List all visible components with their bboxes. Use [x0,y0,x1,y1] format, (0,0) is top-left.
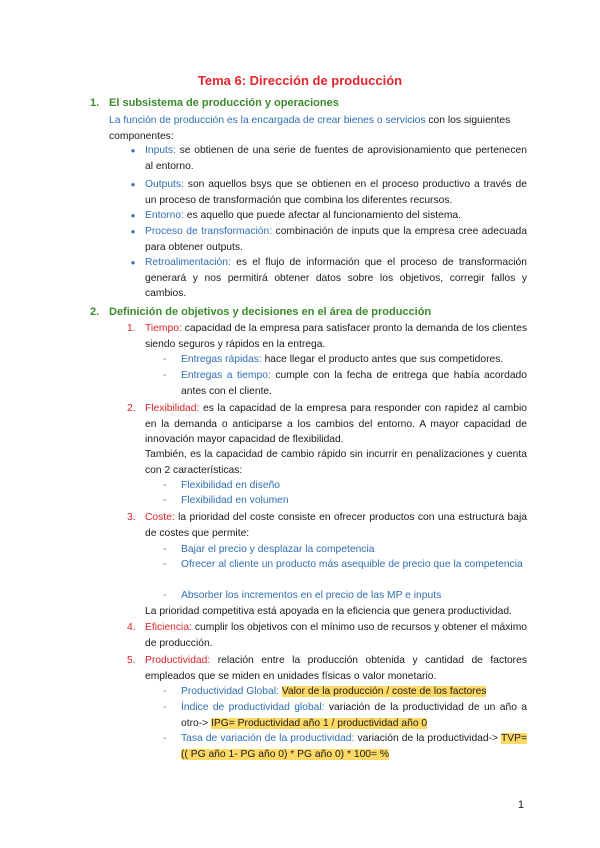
sub-item [181,352,527,368]
list-number: 2. [127,403,136,414]
highlighted-formula: TVP= (( PG año 1- PG año 0) * PG año 0) * 100= % [181,733,528,760]
term-definition: la prioridad del coste consiste en ofrecer productos con una estructura baja de costes que permite: [145,512,527,539]
section-number: 2. [90,306,100,318]
list-item [145,620,527,651]
dash-marker: - [163,544,167,555]
list-item [145,255,527,302]
term-definition: es la capacidad de la empresa para responder con rapidez al cambio en la demanda o anticiparse a los cambios del entorno. A mayor capacidad de innovación mayor capacidad de flexibilidad. [145,403,527,446]
sub-item [181,731,527,762]
sub-item [181,542,527,558]
bullet-icon: ● [130,180,136,189]
paragraph: La prioridad competitiva está apoyada en la eficiencia que genera productividad. [145,606,512,617]
list-number: 4. [127,622,136,633]
term-definition: capacidad de la empresa para satisfacer pronto la demanda de los clientes siendo seguros y rápidos en la entrega. [145,323,527,350]
intro-text: con los siguientes componentes: [109,115,511,142]
dash-marker: - [163,370,167,381]
list-item [145,653,527,684]
term: Tasa de variación de la productividad: [181,733,355,744]
term: Productividad Global: [181,686,279,697]
sub-item [181,493,527,509]
term-definition: cumplir los objetivos con el mínimo uso de recursos y obtener el máximo de producción. [145,622,527,649]
term: Entregas rápidas: [181,354,262,365]
paragraph: También, es la capacidad de cambio rápido sin incurrir en penalizaciones y cuenta con 2 características: [145,449,527,476]
list-number: 1. [127,323,136,334]
sub-item [181,588,527,604]
term: Flexibilidad en volumen [181,495,289,506]
term-definition: es el flujo de información que el proceso de transformación generará y nos permitirá obtener datos sobre los objetivos, corregir fallos y cambios. [145,257,527,300]
bullet-icon: ● [130,227,136,236]
section-number: 1. [90,97,100,109]
term: Tiempo: [145,323,182,334]
term: Bajar el precio y desplazar la competencia [181,544,375,555]
list-item [145,208,527,224]
term-definition: es aquello que puede afectar al funcionamiento del sistema. [183,210,461,221]
list-number: 5. [127,655,136,666]
highlighted-formula: Valor de la producción / coste de los factores [281,686,487,697]
sub-item [181,478,527,494]
term: Eficiencia: [145,622,192,633]
list-item [145,321,527,352]
list-item [145,224,527,255]
sub-item [181,557,527,573]
sub-item [181,700,527,731]
dash-marker: - [163,495,167,506]
term-definition: cumple con la fecha de entrega que había acordado antes con el cliente. [181,370,527,397]
sub-item [181,684,527,700]
section-title: Definición de objetivos y decisiones en el área de producción [109,306,432,318]
term: Entorno: [145,210,184,221]
highlighted-formula: IPG= Productividad año 1 / productividad año 0 [211,717,428,729]
term: Retroalimentación: [145,257,231,268]
term-definition: relación entre la producción obtenida y cantidad de factores empleados que se miden en unidades físicas o valor monetario. [145,655,527,682]
term: Productividad: [145,655,211,666]
term: Inputs: [145,145,176,156]
dash-marker: - [163,480,167,491]
term: Entregas a tiempo: [181,370,271,381]
term: Outputs: [145,179,184,190]
bullet-icon: ● [130,258,136,267]
term: Índice de productividad global: [181,702,325,713]
term-definition: variación de la productividad de un año a otro-> [181,702,527,729]
list-item [145,510,527,541]
list-item [145,143,527,174]
page-title: Tema 6: Dirección de producción [197,73,403,88]
bullet-icon: ● [130,211,136,220]
term: Proceso de transformación: [145,226,273,237]
page-number: 1 [517,799,524,811]
term: Flexibilidad en diseño [181,480,281,491]
list-item [145,401,527,448]
dash-marker: - [163,686,167,697]
dash-marker: - [163,590,167,601]
term: Absorber los incrementos en el precio de las MP e inputs [181,590,442,601]
section-2-heading [90,305,431,320]
term-definition: variación de la productividad-> [354,733,501,744]
term-definition: combinación de inputs que la empresa cree adecuada para obtener outputs. [145,226,527,253]
dash-marker: - [163,559,167,570]
intro-highlight-text: La función de producción es la encargada de crear bienes o servicios [109,115,426,126]
list-number: 3. [127,512,136,523]
term-definition: hace llegar el producto antes que sus competidores. [261,354,504,365]
term-definition: se obtienen de una serie de fuentes de aprovisionamiento que pertenecen al entorno. [145,145,527,172]
term: Flexibilidad: [145,403,200,414]
term-definition: son aquellos bsys que se obtienen en el proceso productivo a través de un proceso de transformación que combina los diferentes recursos. [145,179,527,206]
sub-item [181,368,527,399]
section-title: El subsistema de producción y operaciones [109,97,339,109]
dash-marker: - [163,733,167,744]
term: Ofrecer al cliente un producto más asequible de precio que la competencia [181,559,523,570]
list-item [145,177,527,208]
dash-marker: - [163,702,167,713]
dash-marker: - [163,354,167,365]
section-1-intro [109,113,527,144]
term: Coste: [145,512,175,523]
bullet-icon: ● [130,146,136,155]
section-1-heading [90,96,339,111]
